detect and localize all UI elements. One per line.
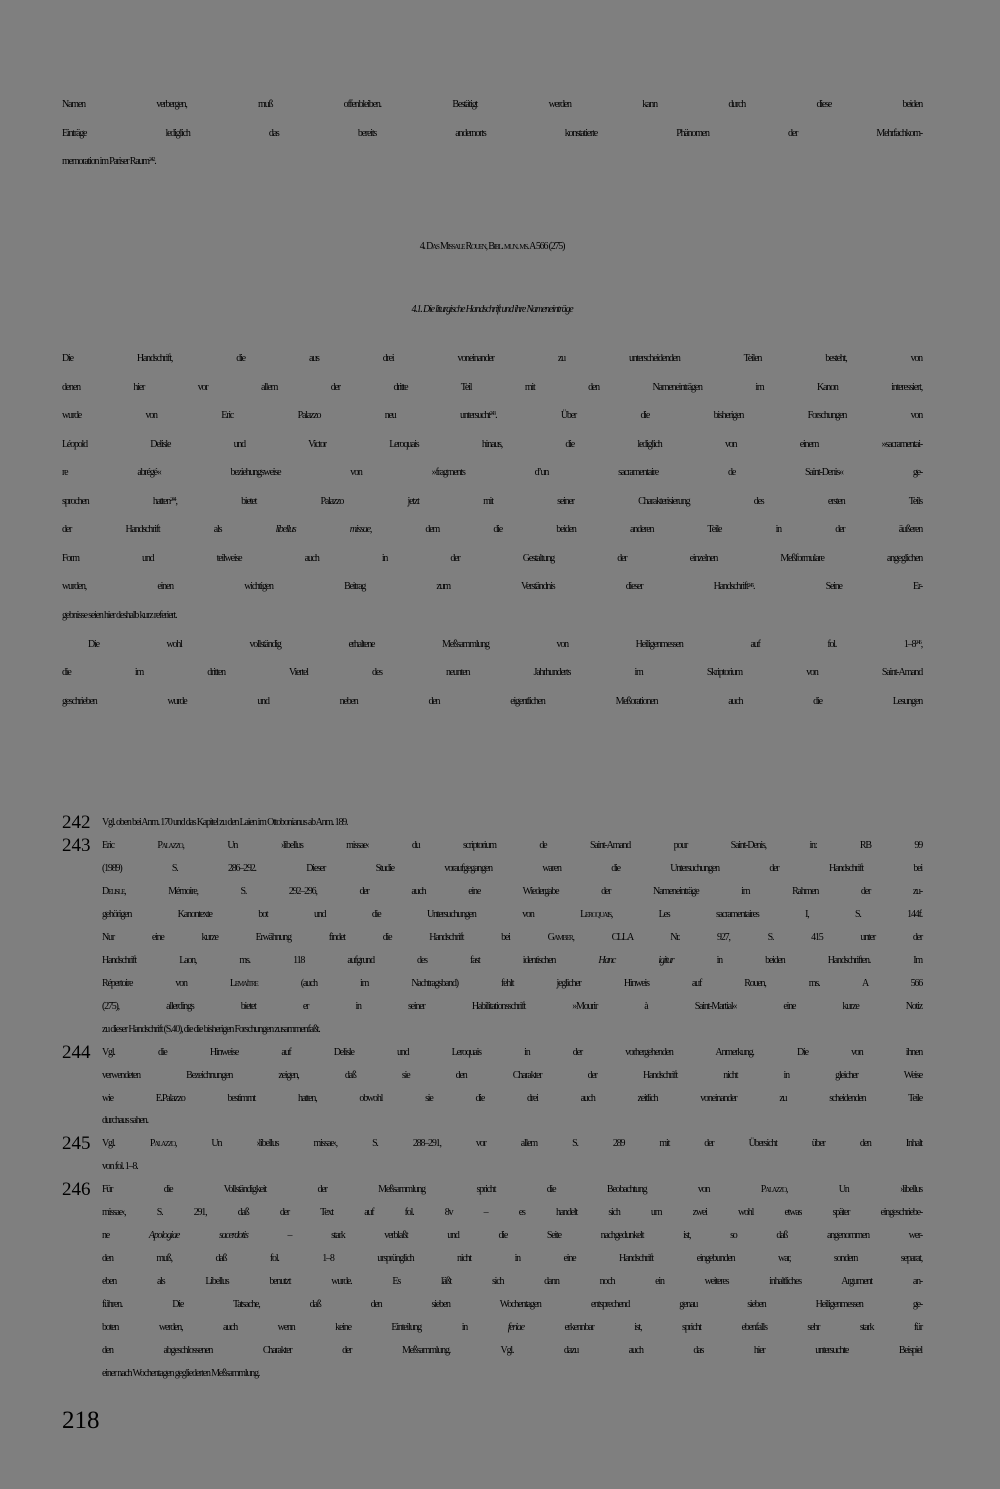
subsection-heading: 4.1. Die liturgische Handschrift und ihre Nameneinträge — [411, 304, 573, 315]
text-run: Eric — [102, 839, 158, 851]
text-run: wie E.Palazzo bestimmt hatten, obwohl sie die drei auch zeitlich voneinander zu scheidenden Teile — [102, 1092, 922, 1104]
text-run: die im dritten Viertel des neunten Jahrhunderts im Skriptorium von Saint-Amand — [62, 667, 922, 679]
text-line — [102, 1018, 922, 1041]
text-run: memoration im Pariser Raum — [62, 156, 149, 167]
text-run: wurde von Eric Palazzo neu untersucht — [62, 410, 490, 422]
section-number: 4. — [419, 241, 427, 252]
text-run: , Un ›libellus — [785, 1184, 922, 1196]
text-run: Einträge lediglich das bereits andernorts konstatierte Phänomen der Mehrfachkom- — [62, 127, 922, 139]
text-line — [102, 1178, 922, 1201]
text-run: , Mémoire, S. 292–296, der auch eine Wiedergabe der Nameneinträge im Rahmen der zu- — [124, 885, 922, 897]
text-run: erkennbar ist, spricht ebenfalls sehr stark für — [523, 1322, 922, 1334]
text-line — [102, 1247, 922, 1270]
text-line — [102, 903, 922, 926]
text-run: von fol. 1–8. — [102, 1161, 138, 1173]
italic-text: Hanc igitur — [598, 954, 674, 966]
text-line — [102, 972, 922, 995]
text-run: Namen verbergen, muß offenbleiben. Bestätigt werden kann durch diese beiden — [62, 99, 922, 110]
text-run: durchaus sahen. — [102, 1115, 148, 1127]
text-line — [102, 1316, 922, 1339]
text-line — [62, 374, 922, 403]
small-caps-author: Leroquais — [580, 908, 611, 920]
text-run: , CLLA Nr. 927, S. 415 unter der — [572, 931, 922, 943]
small-caps-author: Lemaître — [229, 977, 258, 989]
text-line — [102, 1087, 922, 1110]
text-line — [62, 545, 922, 574]
small-caps-author: Gamber — [547, 931, 573, 943]
text-run: gehörigen Kanontexte bot und die Untersuchungen von — [102, 908, 581, 920]
text-line — [102, 1041, 922, 1064]
text-run: Handschrift Laon, ms. 118 aufgrund des fast identischen — [102, 954, 599, 966]
text-line — [102, 1155, 922, 1178]
text-line — [88, 631, 922, 660]
text-run: geschrieben wurde und neben den eigentlichen Meßorationen auch die Lesungen — [62, 695, 922, 707]
text-line — [62, 91, 922, 120]
text-run: zu dieser Handschrift (S.40), die die bisherigen Forschungen zusammenfaßt. — [102, 1023, 320, 1035]
text-line — [102, 1109, 922, 1132]
section-title: Das Missale Rouen, Bibl. mun. ms. — [426, 241, 529, 252]
text-run: Léopold Delisle und Victor Leroquais hinaus, die lediglich von einem »sacramentai- — [62, 438, 922, 450]
page-number: 218 — [62, 1407, 100, 1434]
text-line — [102, 1064, 922, 1087]
text-run: Vgl. oben bei Anm. 170 und das Kapitel zu den Laien im Ottobonianus ab Anm. 189. — [102, 817, 348, 828]
text-run: den muß, daß fol. 1–8 ursprünglich nicht in eine Handschrift eingebunden war, sondern separat, — [102, 1253, 922, 1265]
text-run: Vgl. die Hinweise auf Delisle und Leroquais in der vorhergehenden Anmerkung. Die von ihnen — [102, 1046, 922, 1058]
text-run: . Über die bisherigen Forschungen von — [495, 410, 922, 422]
text-run: , Un ›libellus missae‹ du scriptorium de Saint-Amand pour Saint-Denis, in: RB 99 — [182, 839, 922, 851]
footnote-number: 246 — [62, 1179, 91, 1201]
footnote-number: 245 — [62, 1133, 91, 1155]
text-line — [62, 659, 922, 688]
text-run: (275), allerdings bietet er in seiner Habilitationsschrift »Mourir à Saint-Martial« eine kurze Notiz — [102, 1000, 922, 1012]
text-run: verwendeten Bezeichnungen zeigen, daß sie den Charakter der Handschrift nicht in gleicher Weise — [102, 1069, 922, 1081]
text-run: missae‹, S. 291, daß der Text auf fol. 8v – es handelt sich um zwei wohl etwas später eingeschriebe- — [102, 1207, 922, 1219]
small-caps-author: Delisle — [102, 885, 125, 897]
text-line — [102, 926, 922, 949]
text-run: , bietet Palazzo jetzt mit seiner Charakterisierung des ersten Teils — [175, 495, 922, 507]
text-line — [62, 459, 922, 488]
footnote-number: 243 — [62, 834, 91, 856]
text-line — [102, 995, 922, 1018]
text-run: einer nach Wochentagen gegliederten Meßsammlung. — [102, 1368, 260, 1380]
text-line — [62, 431, 922, 460]
text-run: Répertoire von — [102, 977, 230, 989]
text-run: re abrégé« beziehungsweise von »fragments d’un sacramentaire de Saint-Denis« ge- — [62, 467, 922, 479]
text-line — [62, 402, 922, 431]
small-caps-author: Palazzo — [760, 1184, 786, 1196]
text-run: in beiden Handschriften. Im — [673, 954, 923, 966]
text-run: wurden, einen wichtigen Beitrag zum Verständnis dieser Handschrift — [62, 581, 748, 593]
manuscript-shelfmark: A 566 (275) — [528, 241, 565, 252]
footnote-number: 242 — [62, 812, 91, 833]
text-run: , Un ›libellus missae‹, S. 288–291, vor allem S. 289 mit der Übersicht über den Inhalt — [175, 1138, 922, 1150]
text-line — [62, 120, 922, 149]
text-line — [102, 1132, 922, 1155]
section-heading — [62, 233, 922, 262]
text-run: den abgeschlossenen Charakter der Meßsammlung. Vgl. dazu auch das hier untersuchte Beispiel — [102, 1345, 922, 1357]
text-run: . Seine Er- — [753, 581, 923, 593]
text-run: der Handschrift als — [62, 524, 276, 536]
text-run: – stark verblaßt und die Seite nachgedunkelt ist, so daß angenommen wer- — [247, 1230, 923, 1242]
text-run: ne — [102, 1230, 149, 1242]
text-line — [102, 1201, 922, 1224]
text-run: Die Handschrift, die aus drei voneinander zu unterscheidenden Teilen besteht, von — [62, 353, 922, 364]
text-line — [62, 688, 922, 717]
italic-text: feriae — [507, 1322, 524, 1334]
text-run: eben als Libellus benutzt wurde. Es läßt sich dann noch ein weiteres inhaltliches Argument an- — [102, 1276, 922, 1288]
footnote-reference: 244 — [170, 497, 176, 504]
small-caps-author: Palazzo — [157, 839, 183, 851]
text-line — [62, 516, 922, 545]
text-run: denen hier vor allem der dritte Teil mit den Nameneinträgen im Kanon interessiert, — [62, 381, 922, 393]
text-line — [62, 148, 922, 177]
text-run: (1989) S. 286–292. Dieser Studie voraufgegangen waren die Untersuchungen der Handschrift bei — [102, 862, 922, 874]
footnote-reference: 246 — [915, 639, 921, 646]
text-run: , — [920, 638, 922, 650]
text-line — [102, 857, 922, 880]
text-line — [102, 811, 922, 834]
italic-text: Apologiae sacerdotis — [148, 1230, 248, 1242]
italic-text: libellus missae — [275, 524, 370, 536]
text-line — [62, 573, 922, 602]
text-run: Die wohl vollständig erhaltene Meßsammlung von Heiligenmessen auf fol. 1–8 — [88, 638, 916, 650]
text-line — [102, 834, 922, 857]
text-line — [62, 488, 922, 517]
text-line — [62, 345, 922, 374]
text-run: Für die Vollständigkeit der Meßsammlung spricht die Beobachtung von — [102, 1184, 761, 1196]
text-line — [62, 602, 922, 631]
text-line — [102, 1270, 922, 1293]
text-run: sprochen hatten — [62, 495, 171, 507]
text-run: boten werden, auch wenn keine Einteilung in — [102, 1322, 508, 1334]
text-line — [102, 1293, 922, 1316]
text-run: Vgl. — [102, 1138, 150, 1150]
text-run: Nur eine kurze Erwähnung findet die Handschrift bei — [102, 931, 548, 943]
text-run: (auch im Nachtragsband) fehlt jeglicher Hinweis auf Rouen, ms. A 566 — [257, 977, 923, 989]
text-run: , Les sacramentaires I, S. 144f. — [610, 908, 923, 920]
text-line — [102, 949, 922, 972]
footnote-number: 244 — [62, 1041, 91, 1063]
text-line — [102, 1362, 922, 1385]
text-line — [102, 1339, 922, 1362]
text-line — [102, 880, 922, 903]
text-run: Form und teilweise auch in der Gestaltung der einzelnen Meßformulare angeglichen — [62, 552, 922, 564]
footnote-reference: 245 — [747, 582, 754, 589]
footnote-reference: 242 — [148, 157, 155, 164]
text-run: , dem die beiden anderen Teile in der äußeren — [369, 524, 922, 536]
text-run: gebnisse seien hier deshalb kurz referiert. — [62, 609, 177, 621]
small-caps-author: Palazzo — [149, 1138, 175, 1150]
footnote-reference: 243 — [489, 411, 496, 418]
text-run: führen. Die Tatsache, daß den sieben Wochentagen entsprechend genau sieben Heiligenmessen ge- — [102, 1299, 922, 1311]
text-run: . — [154, 156, 156, 167]
text-line — [102, 1224, 922, 1247]
